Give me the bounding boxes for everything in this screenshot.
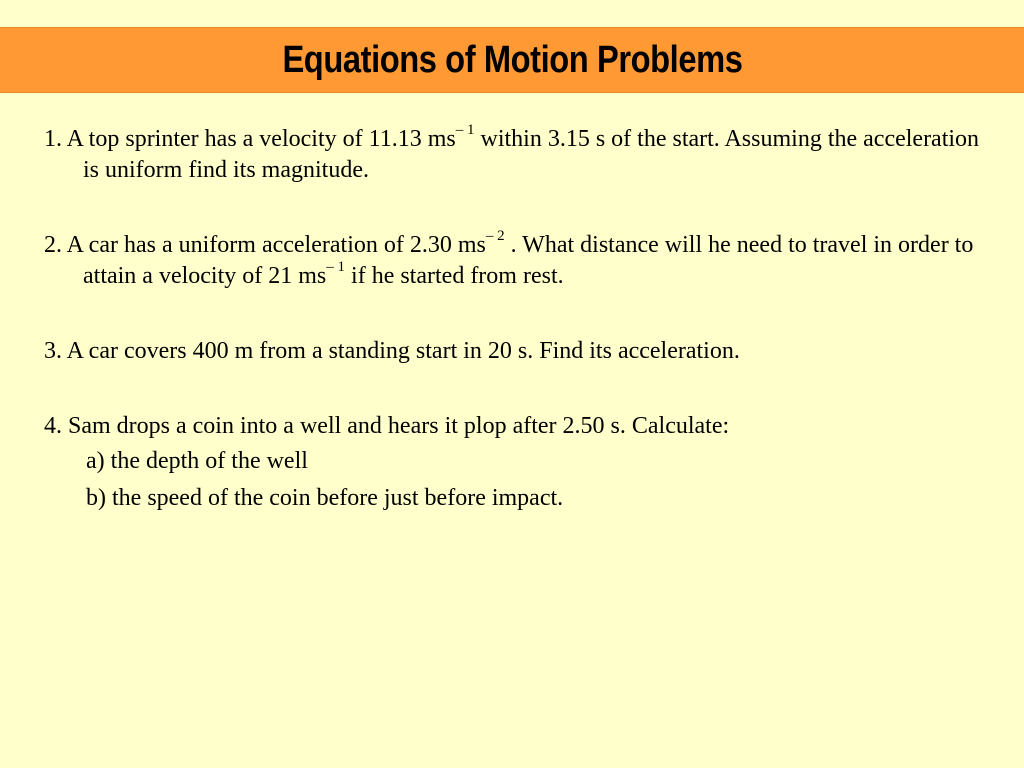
problem-2-text-b: . What distance will he need to travel in order to attain a velocity of 21 ms bbox=[83, 232, 974, 289]
slide-title: Equations of Motion Problems bbox=[281, 38, 742, 81]
problem-1-text-a: 1. A top sprinter has a velocity of 11.13 ms bbox=[44, 126, 456, 152]
problem-1-text-b: within 3.15 s of the start. Assuming the acceleration is uniform find its magnitude. bbox=[83, 126, 980, 183]
problem-list bbox=[44, 124, 994, 520]
problem-2 bbox=[44, 230, 994, 292]
title-bar bbox=[0, 27, 1024, 93]
problem-3: 3. A car covers 400 m from a standing start in 20 s. Find its acceleration. bbox=[44, 338, 740, 364]
problem-4-part-b: b) the speed of the coin before just before impact. bbox=[86, 485, 564, 511]
problem-1-exponent: – 1 bbox=[455, 122, 475, 138]
problem-2-text-a: 2. A car has a uniform acceleration of 2.30 ms bbox=[44, 232, 486, 258]
problem-2-exponent-1: – 2 bbox=[485, 228, 505, 244]
problem-2-text-c: if he started from rest. bbox=[345, 263, 564, 289]
problem-1 bbox=[44, 124, 994, 186]
problem-4-part-a: a) the depth of the well bbox=[86, 448, 308, 474]
problem-2-exponent-2: – 1 bbox=[326, 259, 346, 275]
problem-4: 4. Sam drops a coin into a well and hears it plop after 2.50 s. Calculate: bbox=[44, 413, 730, 439]
